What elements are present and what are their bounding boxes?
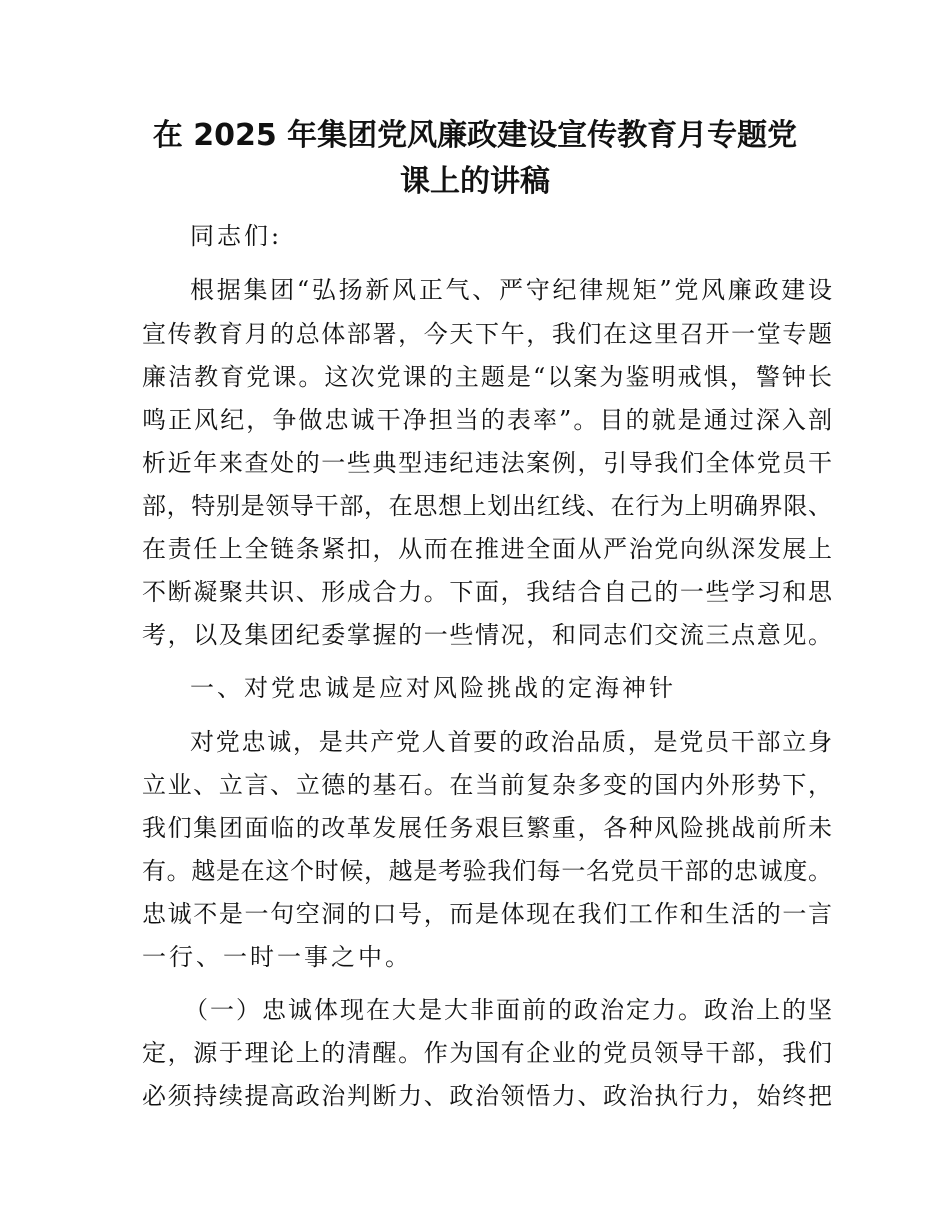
paragraph-line: 宣传教育月的总体部署，今天下午，我们在这里召开一堂专题 [142, 320, 832, 348]
paragraph-line: 有。越是在这个时候，越是考验我们每一名党员干部的忠诚度。 [142, 857, 832, 885]
subsection-line: （一）忠诚体现在大是大非面前的政治定力。政治上的坚 [184, 996, 832, 1024]
section-heading: 一、对党忠诚是应对风险挑战的定海神针 [190, 674, 676, 702]
paragraph-line: 廉洁教育党课。这次党课的主题是“以案为鉴明戒惧，警钟长 [142, 363, 832, 391]
paragraph-line: 对党忠诚，是共产党人首要的政治品质，是党员干部立身 [190, 728, 832, 756]
paragraph-line: 定，源于理论上的清醒。作为国有企业的党员领导干部，我们 [142, 1039, 832, 1067]
paragraph-line: 忠诚不是一句空洞的口号，而是体现在我们工作和生活的一言 [142, 900, 832, 928]
paragraph-line: 在责任上全链条紧扣，从而在推进全面从严治党向纵深发展上 [142, 535, 832, 563]
paragraph-line: 一行、一时一事之中。 [142, 943, 412, 971]
page-title-line-1: 在 2025 年集团党风廉政建设宣传教育月专题党 [152, 118, 798, 153]
page-title-line-2: 课上的讲稿 [400, 164, 550, 199]
paragraph-line: 不断凝聚共识、形成合力。下面，我结合自己的一些学习和思 [142, 578, 832, 606]
paragraph-line: 考，以及集团纪委掌握的一些情况，和同志们交流三点意见。 [142, 621, 832, 649]
paragraph-line: 我们集团面临的改革发展任务艰巨繁重，各种风险挑战前所未 [142, 814, 832, 842]
paragraph-line: 析近年来查处的一些典型违纪违法案例，引导我们全体党员干 [142, 449, 832, 477]
paragraph-line: 鸣正风纪，争做忠诚干净担当的表率”。目的就是通过深入剖 [142, 406, 832, 434]
paragraph-line: 立业、立言、立德的基石。在当前复杂多变的国内外形势下， [142, 771, 832, 799]
salutation: 同志们: [190, 222, 283, 250]
paragraph-line: 根据集团“弘扬新风正气、严守纪律规矩”党风廉政建设 [190, 276, 832, 304]
paragraph-line: 部，特别是领导干部，在思想上划出红线、在行为上明确界限、 [142, 492, 832, 520]
paragraph-line: 必须持续提高政治判断力、政治领悟力、政治执行力，始终把 [142, 1082, 832, 1110]
